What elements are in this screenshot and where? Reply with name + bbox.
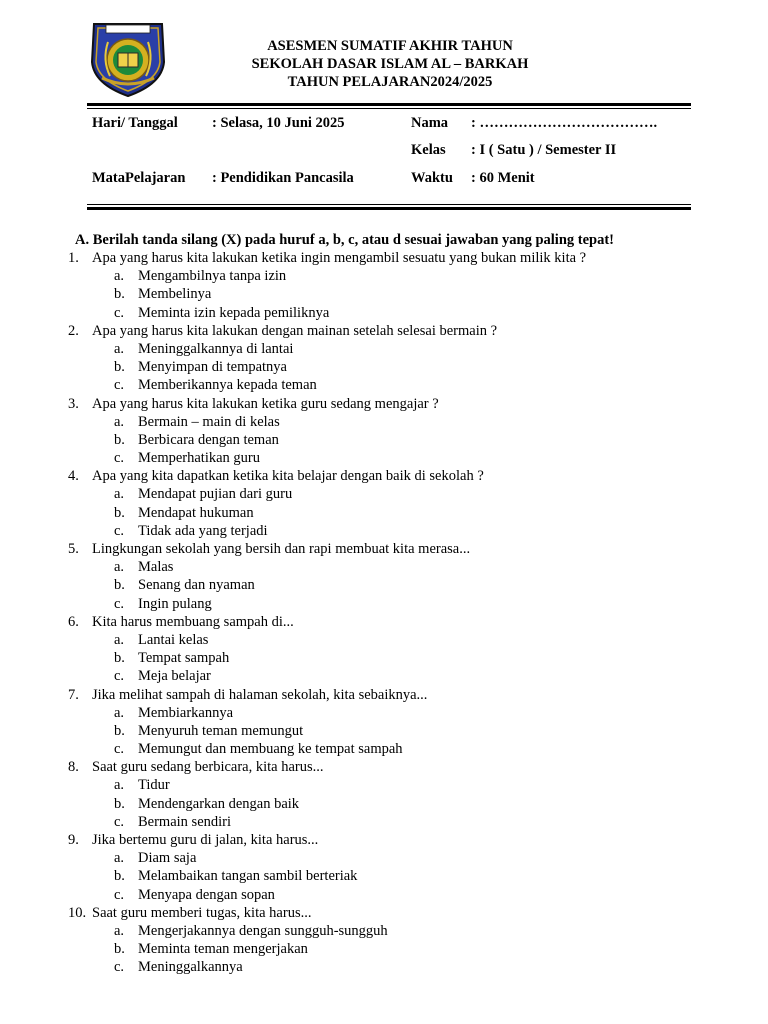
option-text: Mendapat pujian dari guru xyxy=(138,486,293,503)
answer-option[interactable] xyxy=(0,377,768,395)
question-number: 10. xyxy=(68,904,87,921)
question-text: Lingkungan sekolah yang bersih dan rapi membuat kita merasa... xyxy=(92,541,471,557)
option-letter: b. xyxy=(114,359,125,376)
subject-label: MataPelajaran xyxy=(92,170,186,186)
option-text: Mendengarkan dengan baik xyxy=(138,795,300,812)
option-text: Mengerjakannya dengan sungguh-sungguh xyxy=(138,922,388,939)
answer-option[interactable] xyxy=(0,632,768,650)
option-text: Mendapat hukuman xyxy=(138,504,254,521)
option-letter: b. xyxy=(114,577,125,594)
option-letter: b. xyxy=(114,868,125,885)
name-label: Nama xyxy=(411,115,449,131)
answer-option[interactable] xyxy=(0,505,768,523)
question-item xyxy=(0,759,768,777)
answer-option[interactable] xyxy=(0,650,768,668)
answer-option[interactable] xyxy=(0,432,768,450)
date-label: Hari/ Tanggal xyxy=(92,115,178,131)
option-text: Membelinya xyxy=(138,286,212,303)
option-text: Menyapa dengan sopan xyxy=(138,886,275,903)
question-text: Saat guru sedang berbicara, kita harus... xyxy=(92,759,324,776)
question-number: 4. xyxy=(68,468,79,485)
option-letter: a. xyxy=(114,559,125,576)
question-number: 8. xyxy=(68,759,79,776)
header-line-1: ASESMEN SUMATIF AKHIR TAHUN xyxy=(267,38,513,54)
question-text: Apa yang harus kita lakukan dengan mainan setelah selesai bermain ? xyxy=(92,322,498,339)
question-number: 6. xyxy=(68,613,79,630)
info-divider-thick xyxy=(87,207,691,210)
option-text: Diam saja xyxy=(138,850,197,867)
info-divider-thin xyxy=(87,204,691,205)
option-text: Tidur xyxy=(138,777,170,794)
question-item xyxy=(0,832,768,850)
answer-option[interactable] xyxy=(0,668,768,686)
exam-header xyxy=(170,37,610,91)
option-letter: a. xyxy=(114,922,125,939)
option-text: Memungut dan membuang ke tempat sampah xyxy=(138,741,403,758)
option-letter: c. xyxy=(114,959,125,976)
answer-option[interactable] xyxy=(0,341,768,359)
answer-option[interactable] xyxy=(0,868,768,886)
question-number: 5. xyxy=(68,541,79,557)
answer-option[interactable] xyxy=(0,305,768,323)
option-letter: b. xyxy=(114,650,125,667)
option-letter: b. xyxy=(114,795,125,812)
question-item xyxy=(0,541,768,559)
answer-option[interactable] xyxy=(0,777,768,795)
answer-option[interactable] xyxy=(0,268,768,286)
option-letter: a. xyxy=(114,413,125,430)
school-logo xyxy=(88,20,168,98)
option-letter: a. xyxy=(114,777,125,794)
option-letter: a. xyxy=(114,631,125,648)
option-letter: c. xyxy=(114,522,125,539)
class-value: : I ( Satu ) / Semester II xyxy=(471,142,617,158)
answer-option[interactable] xyxy=(0,523,768,541)
question-number: 9. xyxy=(68,832,79,848)
answer-option[interactable] xyxy=(0,923,768,941)
option-letter: c. xyxy=(114,304,125,321)
question-text: Jika melihat sampah di halaman sekolah, kita sebaiknya... xyxy=(92,686,428,703)
answer-option[interactable] xyxy=(0,414,768,432)
question-number: 3. xyxy=(68,395,79,412)
answer-option[interactable] xyxy=(0,796,768,814)
option-letter: a. xyxy=(114,850,125,867)
option-text: Meninggalkannya xyxy=(138,959,243,976)
question-item xyxy=(0,614,768,632)
time-label: Waktu xyxy=(411,170,453,186)
header-line-2: SEKOLAH DASAR ISLAM AL – BARKAH xyxy=(251,56,529,72)
option-letter: b. xyxy=(114,431,125,448)
class-label: Kelas xyxy=(411,142,446,158)
option-letter: a. xyxy=(114,704,125,721)
answer-option[interactable] xyxy=(0,450,768,468)
option-text: Senang dan nyaman xyxy=(138,577,255,594)
option-letter: c. xyxy=(114,450,125,467)
subject-value: : Pendidikan Pancasila xyxy=(212,170,354,186)
header-line-3: TAHUN PELAJARAN2024/2025 xyxy=(287,74,493,90)
answer-option[interactable] xyxy=(0,705,768,723)
option-letter: b. xyxy=(114,722,125,739)
section-instruction: A. Berilah tanda silang (X) pada huruf a, b, c, atau d sesuai jawaban yang paling tepat! xyxy=(75,232,615,248)
option-text: Bermain – main di kelas xyxy=(138,413,280,430)
question-text: Saat guru memberi tugas, kita harus... xyxy=(92,904,312,921)
option-text: Menyuruh teman memungut xyxy=(138,722,304,739)
answer-option[interactable] xyxy=(0,814,768,832)
option-text: Tidak ada yang terjadi xyxy=(138,522,268,539)
option-text: Meja belajar xyxy=(138,668,211,685)
option-letter: a. xyxy=(114,340,125,357)
answer-option[interactable] xyxy=(0,596,768,614)
option-text: Melambaikan tangan sambil berteriak xyxy=(138,868,358,885)
question-text: Kita harus membuang sampah di... xyxy=(92,613,294,630)
option-text: Meminta izin kepada pemiliknya xyxy=(138,304,330,321)
option-letter: c. xyxy=(114,377,125,394)
answer-option[interactable] xyxy=(0,286,768,304)
option-text: Tempat sampah xyxy=(138,650,230,667)
option-letter: c. xyxy=(114,668,125,685)
answer-option[interactable] xyxy=(0,887,768,905)
question-text: Apa yang harus kita lakukan ketika guru sedang mengajar ? xyxy=(92,395,439,412)
option-letter: b. xyxy=(114,941,125,958)
question-list xyxy=(0,250,768,978)
answer-option[interactable] xyxy=(0,359,768,377)
question-item xyxy=(0,687,768,705)
option-letter: a. xyxy=(114,268,125,285)
time-value: : 60 Menit xyxy=(471,170,535,186)
option-text: Memberikannya kepada teman xyxy=(138,377,317,394)
option-text: Meninggalkannya di lantai xyxy=(138,340,294,357)
option-text: Meminta teman mengerjakan xyxy=(138,941,308,958)
question-text: Apa yang harus kita lakukan ketika ingin mengambil sesuatu yang bukan milik kita ? xyxy=(92,250,587,266)
header-divider-thick xyxy=(87,103,691,106)
option-text: Menyimpan di tempatnya xyxy=(138,359,287,376)
option-text: Membiarkannya xyxy=(138,704,234,721)
answer-option[interactable] xyxy=(0,850,768,868)
option-text: Mengambilnya tanpa izin xyxy=(138,268,287,285)
name-value[interactable]: : ………………………………. xyxy=(471,115,658,131)
option-letter: b. xyxy=(114,504,125,521)
option-text: Bermain sendiri xyxy=(138,813,232,830)
question-number: 7. xyxy=(68,686,79,703)
question-item xyxy=(0,250,768,268)
header-divider-thin xyxy=(87,108,691,109)
question-text: Jika bertemu guru di jalan, kita harus... xyxy=(92,832,319,848)
answer-option[interactable] xyxy=(0,577,768,595)
option-text: Berbicara dengan teman xyxy=(138,431,279,448)
date-value: : Selasa, 10 Juni 2025 xyxy=(212,115,345,131)
answer-option[interactable] xyxy=(0,486,768,504)
answer-option[interactable] xyxy=(0,941,768,959)
question-number: 2. xyxy=(68,322,79,339)
option-text: Ingin pulang xyxy=(138,595,212,612)
option-letter: a. xyxy=(114,486,125,503)
answer-option[interactable] xyxy=(0,723,768,741)
answer-option[interactable] xyxy=(0,559,768,577)
option-letter: b. xyxy=(114,286,125,303)
question-item xyxy=(0,468,768,486)
option-text: Memperhatikan guru xyxy=(138,450,261,467)
answer-option[interactable] xyxy=(0,959,768,977)
option-text: Lantai kelas xyxy=(138,631,209,648)
question-item xyxy=(0,905,768,923)
answer-option[interactable] xyxy=(0,741,768,759)
option-letter: c. xyxy=(114,813,125,830)
question-item xyxy=(0,396,768,414)
option-letter: c. xyxy=(114,886,125,903)
option-letter: c. xyxy=(114,595,125,612)
question-text: Apa yang kita dapatkan ketika kita belajar dengan baik di sekolah ? xyxy=(92,468,484,485)
question-number: 1. xyxy=(68,250,79,266)
option-text: Malas xyxy=(138,559,174,576)
question-item xyxy=(0,323,768,341)
option-letter: c. xyxy=(114,741,125,758)
